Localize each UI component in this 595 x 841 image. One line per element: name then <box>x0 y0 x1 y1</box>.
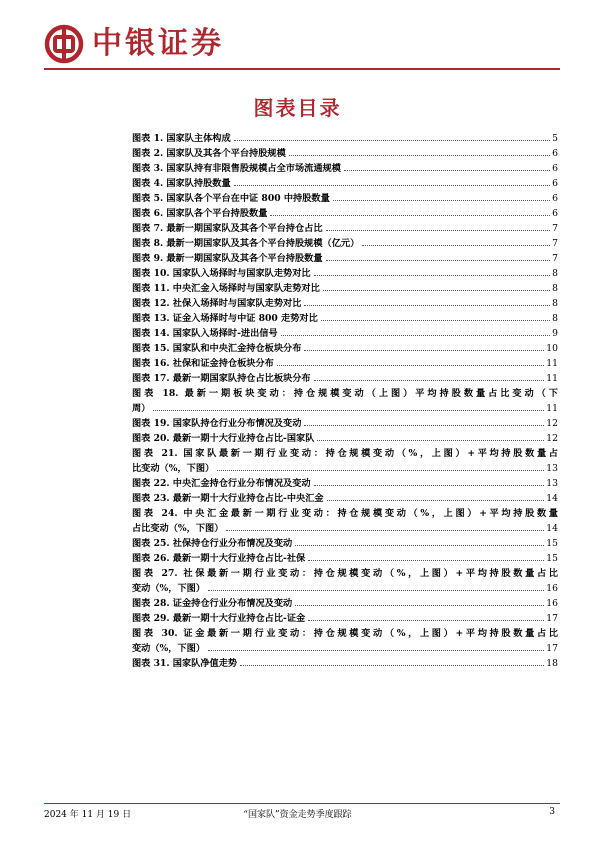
toc-entry[interactable] <box>132 551 558 566</box>
toc-entry[interactable] <box>132 221 558 236</box>
toc-entry[interactable] <box>132 341 558 356</box>
toc-entry-text-line1: 图表 24. 中央汇金最新一期行业变动：持仓规模变动（%，上图）+平均持股数量 <box>132 508 558 519</box>
toc-entry[interactable] <box>132 296 558 311</box>
leader-dots <box>333 200 550 201</box>
footer-page-number: 3 <box>549 807 555 817</box>
toc-entry[interactable] <box>132 266 558 281</box>
leader-dots <box>323 290 550 291</box>
toc-entry-text: 图表 5. 国家队各个平台在中证 800 中持股数量 <box>132 193 330 204</box>
toc-entry[interactable] <box>132 191 558 206</box>
leader-dots <box>234 140 550 141</box>
toc-entry-text: 图表 16. 社保和证金持仓板块分布 <box>132 358 274 369</box>
toc-entry-text-line1: 图表 21. 国家队最新一期行业变动：持仓规模变动（%，上图）+平均持股数量占 <box>132 448 558 459</box>
toc-entry-page: 12 <box>546 418 558 429</box>
toc-entry-text: 图表 28. 证金持仓行业分布情况及变动 <box>132 598 293 609</box>
toc-entry-page: 15 <box>546 538 558 549</box>
toc-entry-page: 8 <box>552 298 558 309</box>
toc-entry-page: 8 <box>552 283 558 294</box>
toc-entry-text-line2: 占比变动（%，下图） <box>132 523 224 534</box>
leader-dots <box>326 260 551 261</box>
toc-entry-text: 图表 26. 最新一期十大行业持仓占比-社保 <box>132 553 306 564</box>
toc-entry-page: 6 <box>552 148 558 159</box>
toc-entry[interactable] <box>132 161 558 176</box>
toc-entry-page: 18 <box>546 658 558 669</box>
leader-dots <box>314 380 545 381</box>
toc-entry-text: 图表 7. 最新一期国家队及其各个平台持仓占比 <box>132 223 323 234</box>
toc-entry-text: 图表 17. 最新一期国家队持仓占比板块分布 <box>132 373 311 384</box>
toc-entry[interactable] <box>132 131 558 146</box>
toc-entry[interactable] <box>132 281 558 296</box>
toc-entry-page: 10 <box>546 343 558 354</box>
toc-entry-text: 图表 6. 国家队各个平台持股数量 <box>132 208 268 219</box>
toc-entry[interactable] <box>132 371 558 386</box>
toc-entry-page: 13 <box>546 463 558 474</box>
toc-entry-text-line1: 图表 18. 最新一期板块变动：持仓规模变动（上图）平均持股数量占比变动（下 <box>132 388 558 399</box>
toc-entry[interactable] <box>132 596 558 611</box>
toc-entry-text: 图表 14. 国家队入场择时-进出信号 <box>132 328 278 339</box>
toc-entry-page: 7 <box>552 238 558 249</box>
leader-dots <box>277 365 544 366</box>
leader-dots <box>281 335 551 336</box>
leader-dots <box>208 650 544 651</box>
toc-entry[interactable] <box>132 311 558 326</box>
toc-entry-text-line2: 变动（%，下图） <box>132 583 206 594</box>
header-divider <box>44 68 560 70</box>
toc-entry[interactable] <box>132 491 558 506</box>
toc-entry-text: 图表 31. 国家队净值走势 <box>132 658 238 669</box>
toc-entry[interactable] <box>132 626 558 656</box>
page-header <box>44 22 564 68</box>
toc-entry-page: 6 <box>552 208 558 219</box>
toc-entry-page: 14 <box>546 523 558 534</box>
toc-title: 图表目录 <box>253 96 342 120</box>
footer-report-title: “国家队”资金走势季度跟踪 <box>243 810 352 820</box>
toc-entry-page: 8 <box>552 268 558 279</box>
toc-entry[interactable] <box>132 206 558 221</box>
toc-entry[interactable] <box>132 416 558 431</box>
toc-entry[interactable] <box>132 176 558 191</box>
footer-date: 2024 年 11 月 19 日 <box>44 810 132 820</box>
toc-entry-text: 图表 23. 最新一期十大行业持仓占比-中央汇金 <box>132 493 324 504</box>
toc-entry-page: 11 <box>546 373 558 384</box>
footer-divider <box>44 803 560 804</box>
leader-dots <box>234 185 550 186</box>
toc-entry[interactable] <box>132 386 558 416</box>
figure-list <box>132 131 558 671</box>
toc-entry[interactable] <box>132 146 558 161</box>
toc-entry[interactable] <box>132 536 558 551</box>
leader-dots <box>289 155 550 156</box>
toc-entry-text: 图表 3. 国家队持有非限售股规模占全市场流通规模 <box>132 163 341 174</box>
leader-dots <box>217 470 544 471</box>
toc-entry[interactable] <box>132 446 558 476</box>
toc-entry-page: 7 <box>552 223 558 234</box>
toc-entry[interactable] <box>132 356 558 371</box>
toc-entry-text: 图表 11. 中央汇金入场择时与国家队走势对比 <box>132 283 320 294</box>
toc-entry[interactable] <box>132 236 558 251</box>
leader-dots <box>295 545 544 546</box>
toc-entry-page: 8 <box>552 313 558 324</box>
toc-entry-text-line1: 图表 30. 证金最新一期行业变动：持仓规模变动（%，上图）+平均持股数量占比 <box>132 628 558 639</box>
toc-entry-text: 图表 2. 国家队及其各个平台持股规模 <box>132 148 286 159</box>
toc-entry-page: 14 <box>546 493 558 504</box>
toc-entry-page: 15 <box>546 553 558 564</box>
toc-entry[interactable] <box>132 431 558 446</box>
toc-entry-page: 7 <box>552 253 558 264</box>
toc-entry[interactable] <box>132 251 558 266</box>
toc-entry-text-line2: 比变动（%，下图） <box>132 463 215 474</box>
bank-of-china-logo-icon <box>44 24 84 64</box>
toc-entry-text: 图表 15. 国家队和中央汇金持仓板块分布 <box>132 343 302 354</box>
leader-dots <box>321 320 550 321</box>
toc-entry-page: 17 <box>546 643 558 654</box>
leader-dots <box>308 620 544 621</box>
toc-entry-text: 图表 12. 社保入场择时与国家队走势对比 <box>132 298 302 309</box>
leader-dots <box>240 665 544 666</box>
leader-dots <box>344 170 550 171</box>
toc-entry-page: 16 <box>546 598 558 609</box>
toc-entry-text: 图表 22. 中央汇金持仓行业分布情况及变动 <box>132 478 311 489</box>
leader-dots <box>362 245 550 246</box>
toc-entry-page: 6 <box>552 193 558 204</box>
toc-entry[interactable] <box>132 506 558 536</box>
leader-dots <box>304 425 544 426</box>
toc-entry-text: 图表 25. 社保持仓行业分布情况及变动 <box>132 538 293 549</box>
leader-dots <box>326 230 551 231</box>
toc-entry-page: 13 <box>546 478 558 489</box>
toc-entry-page: 11 <box>546 403 558 414</box>
toc-entry-text: 图表 4. 国家队持股数量 <box>132 178 231 189</box>
toc-entry-page: 11 <box>546 358 558 369</box>
toc-entry-text: 图表 19. 国家队持仓行业分布情况及变动 <box>132 418 302 429</box>
leader-dots <box>327 500 545 501</box>
leader-dots <box>226 530 544 531</box>
toc-entry-page: 12 <box>546 433 558 444</box>
leader-dots <box>308 560 544 561</box>
toc-entry-page: 16 <box>546 583 558 594</box>
leader-dots <box>208 590 544 591</box>
toc-entry[interactable] <box>132 476 558 491</box>
leader-dots <box>314 485 545 486</box>
toc-entry-text: 图表 29. 最新一期十大行业持仓占比-证金 <box>132 613 306 624</box>
toc-entry-page: 6 <box>552 163 558 174</box>
leader-dots <box>153 410 544 411</box>
leader-dots <box>295 605 544 606</box>
toc-entry[interactable] <box>132 611 558 626</box>
toc-entry-text: 图表 9. 最新一期国家队及其各个平台持股数量 <box>132 253 323 264</box>
toc-entry[interactable] <box>132 656 558 671</box>
toc-entry-page: 6 <box>552 178 558 189</box>
leader-dots <box>304 350 544 351</box>
toc-entry-text-line2: 周） <box>132 403 151 414</box>
leader-dots <box>270 215 550 216</box>
toc-entry-text: 图表 1. 国家队主体构成 <box>132 133 231 144</box>
toc-entry[interactable] <box>132 326 558 341</box>
brand-name: 中银证券 <box>92 26 224 61</box>
toc-entry-text: 图表 20. 最新一期十大行业持仓占比-国家队 <box>132 433 315 444</box>
toc-entry-text: 图表 10. 国家队入场择时与国家队走势对比 <box>132 268 311 279</box>
toc-entry[interactable] <box>132 566 558 596</box>
toc-entry-text: 图表 13. 证金入场择时与中证 800 走势对比 <box>132 313 318 324</box>
leader-dots <box>317 440 544 441</box>
toc-entry-text: 图表 8. 最新一期国家队及其各个平台持股规模（亿元） <box>132 238 360 249</box>
leader-dots <box>314 275 551 276</box>
toc-entry-page: 5 <box>552 133 558 144</box>
toc-entry-page: 9 <box>552 328 558 339</box>
toc-entry-text-line1: 图表 27. 社保最新一期行业变动：持仓规模变动（%，上图）+平均持股数量占比 <box>132 568 558 579</box>
leader-dots <box>304 305 550 306</box>
toc-entry-page: 17 <box>546 613 558 624</box>
toc-entry-text-line2: 变动（%，下图） <box>132 643 206 654</box>
